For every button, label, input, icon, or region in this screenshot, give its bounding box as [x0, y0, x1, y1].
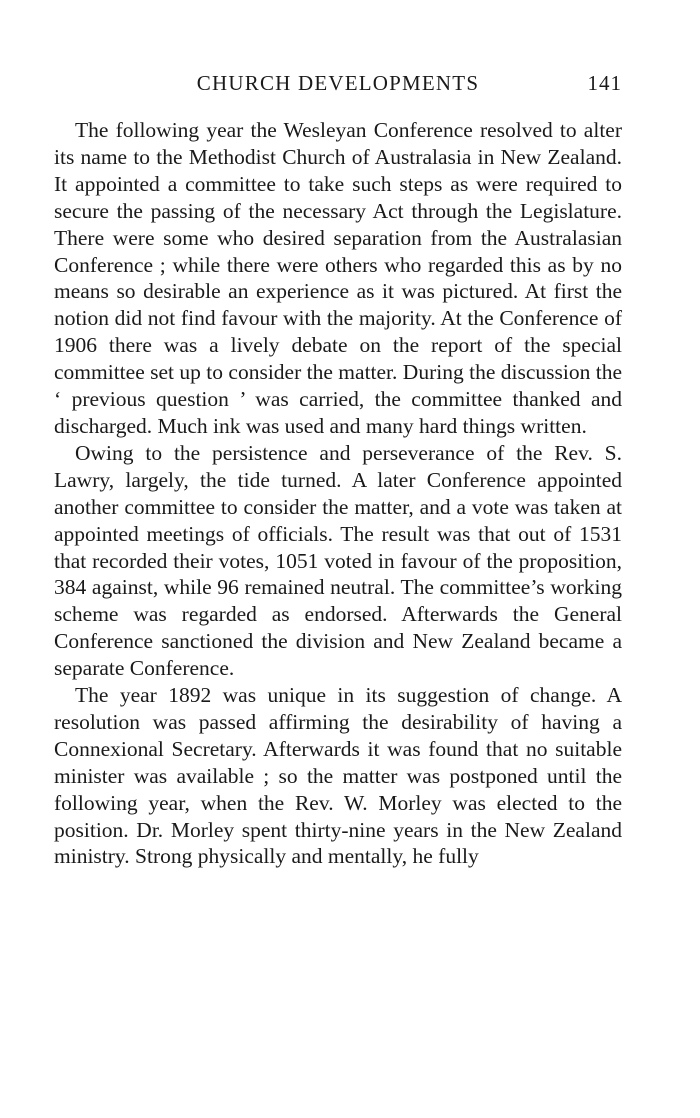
paragraph-wesleyan-conference: The following year the Wesleyan Conference resolved to alter its name to the Methodist Church of Australasia in New Zealand. It appointed a committee to take such steps as were required to secure the passing of the necessary Act through the Legislature. There were some who desired separation from the Australasian Conference ; while there were others who regarded this as by no means so desirable an experience as it was pictured. At first the notion did not find favour with the majority. At the Conference of 1906 there was a lively debate on the report of the special committee set up to consider the matter. During the discussion the ‘ previous question ’ was carried, the committee thanked and discharged. Much ink was used and many hard things written. [54, 118, 622, 438]
body-text [54, 117, 622, 870]
book-page [54, 0, 622, 870]
page-number: 141 [587, 71, 622, 95]
paragraph-connexional-secretary: The year 1892 was unique in its suggestion of change. A resolution was passed affirming the desirability of having a Connexional Secretary. Afterwards it was found that no suitable minister was available ; so the matter was postponed until the following year, when the Rev. W. Morley was elected to the position. Dr. Morley spent thirty-nine years in the New Zealand ministry. Strong physically and mentally, he fully [54, 683, 622, 869]
running-head [54, 71, 622, 101]
paragraph-vote-result: Owing to the persistence and perseverance of the Rev. S. Lawry, largely, the tide turned. A later Conference appointed another committee to consider the matter, and a vote was taken at appointed meetings of officials. The result was that out of 1531 that recorded their votes, 1051 voted in favour of the proposition, 384 against, while 96 remained neutral. The committee’s working scheme was regarded as endorsed. Afterwards the General Conference sanctioned the division and New Zealand became a separate Conference. [54, 440, 622, 681]
running-head-title: CHURCH DEVELOPMENTS [196, 71, 480, 95]
